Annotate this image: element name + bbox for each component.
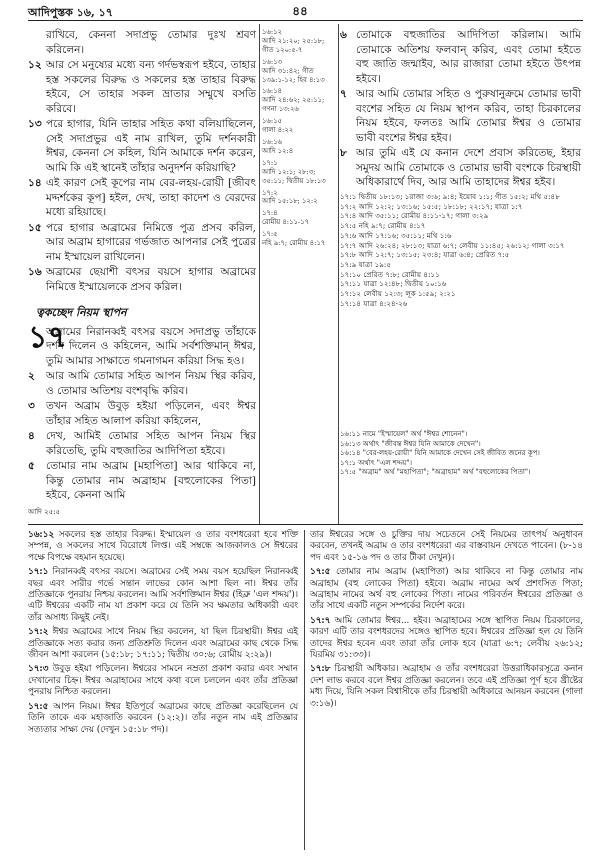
cross-reference-line: ১৭:৫ নহি ৯:৭; রোমীয় ৪:১৭ xyxy=(340,221,426,231)
footnote-line: ১৬:১৪ "বের-লহয়-রোয়ী" যিনি আমাকে দেখেন সেই জীবিত জনের কূপ। xyxy=(340,449,540,457)
left-scripture-column xyxy=(28,28,258,519)
commentary-text: তার ঈশ্বরের সঙ্গে ও চুক্তির দায় সচেতনে সেই নিয়মের তাৎপর্য অনুধাবন করবেন, তখনই অব্রাম ও তার বংশধরেরা এর বাস্তবায়ন দেখতে পাবেন। (৮-১৪ পদ এবং ১৫-১৬ পদ ও তার টীকা দেখুন)। xyxy=(310,530,583,563)
cross-references xyxy=(340,192,583,308)
commentary-ref: ১৭:৫ xyxy=(28,701,49,712)
footnote-line: ১৭:৫ "অব্রাম" অর্থ "মহাপিতা"; "অব্রাহাম" অর্থ "বহুলোকের পিতা"। xyxy=(340,468,531,476)
header-rule xyxy=(28,20,583,21)
verse-number: ৭ xyxy=(340,88,347,100)
verse-row xyxy=(28,429,258,458)
reference-group: ১৭:২ আদি ১৫:১৮; ১২:২ xyxy=(262,188,318,206)
column-divider-left xyxy=(259,24,260,524)
commentary-right xyxy=(310,530,583,713)
book-reference: আদিপুস্তক ১৬, ১৭ xyxy=(28,6,113,19)
column-divider-right xyxy=(338,24,339,524)
commentary-divider xyxy=(304,530,305,850)
commentary-text: সকলের হস্ত তাহার বিরুদ্ধ। ইস্মায়েল ও তার বংশধরেরা হবে শক্তি সম্পন্ন, ও সকলের সাথে বিরোধে লিপ্ত। এই সম্বন্ধে আজকালও সে ঈশ্বরের পক্ষে বিপক্ষে বহমান হয়েছে। xyxy=(28,530,298,563)
section-heading: ত্বকচ্ছেদ নিয়ম স্থাপন xyxy=(36,306,127,319)
commentary-paragraph xyxy=(28,567,298,624)
side-note: আদি ২৫:৫ xyxy=(28,507,61,516)
verse-text: আর আমি তোমার সহিত ও পুরুষানুক্রমে তোমার ভাবী বংশের সহিত যে নিয়ম স্থাপন করিব, তাহা চিরকালের নিয়ম হইবে, ফলতঃ আমি তোমার ঈশ্বর ও তোমার ভাবী বংশের ঈশ্বর হইব। xyxy=(356,88,581,144)
commentary-paragraph xyxy=(28,702,298,736)
reference-group: ১৬:১৫ গালা ৪:২২ xyxy=(262,117,294,135)
verse-row xyxy=(28,176,258,220)
verse-row xyxy=(28,265,258,294)
commentary-ref: ১৬:১২ xyxy=(28,530,55,540)
verse-text: অব্রামের ছেয়াশী বৎসর বয়সে হাগার অব্রামের নিমিত্তে ইস্মায়েলকে প্রসব করিল। xyxy=(46,266,256,293)
verse-text: পরে হাগার অব্রামের নিমিত্তে পুত্র প্রসব করিল, আর অব্রাম হাগারের গর্ভজাত আপনার সেই পুত্রের নাম ইস্মায়েল রাখিলেন। xyxy=(46,221,256,263)
verse-text: আর আমি তোমার সহিত আপন নিয়ম স্থির করিব, ও তোমার অতিশয় বংশবৃদ্ধি করিব। xyxy=(46,370,256,397)
commentary-paragraph xyxy=(310,616,583,662)
verse-number: ৩ xyxy=(28,400,35,412)
verse-text: আর সে মনুষ্যের মধ্যে বন্য গর্দভস্বরূপ হইবে, তাহার হস্ত সকলের বিরুদ্ধ ও সকলের হস্ত তাহার বিরুদ্ধ হইবে, সে তাহার সকল ভ্রাতার সম্মুখে বসতি করিবে। xyxy=(46,59,256,115)
footnote-line: ১৭:১ অর্থাৎ "এল শদ্দয়"। xyxy=(340,458,412,467)
verse-text: পরে হাগার, যিনি তাহার সহিত কথা বলিয়াছিলেন, সেই সদাপ্রভুর এই নাম রাখিল, তুমি দর্শনকারী ঈশ্বর, কেননা সে কহিল, যিনি আমাকে দর্শন করেন, আমি কি এই স্থানেই তাঁহার অনুদর্শন করিয়াছি? xyxy=(46,118,256,174)
cross-reference-line: ১৭:৯ যাত্রা ১৯:৫ xyxy=(340,259,391,269)
verse-row xyxy=(28,28,258,57)
verse-row xyxy=(340,87,583,145)
footnotes xyxy=(340,430,583,478)
cross-reference-line: ১৭:৮ আদি ১২:৭; ১৩:১৫; ২৩:৪; যাত্রা ৬:৪; প্রেরিত ৭:৫ xyxy=(340,250,510,260)
verse-row xyxy=(28,58,258,116)
commentary-text: চিরস্থায়ী অধিকার। অব্রাহাম ও তাঁর বংশধরেরা উত্তরাধিকারসূত্রে কনান দেশ লাভ করবে বলে ঈশ্বর প্রতিজ্ঞা করলেন। তবে এই প্রতিজ্ঞা পূর্ণ হবে খ্রীষ্টের মধ্য দিয়ে, যিনি সকল বিশ্বাসীকে তাঁর চিরস্থায়ী অধিকারে আনয়ন করবেন (গালা ৩:১৬)। xyxy=(310,664,583,709)
verse-row xyxy=(28,117,258,175)
commentary-paragraph xyxy=(28,530,298,564)
commentary-text: তোমার নাম অব্রাম (মহাপিতা) আর থাকিবে না কিন্তু তোমার নাম অব্রাহাম (বহু লোকের পিতা) হইবে। অব্রাম নামের অর্থ প্রশংসিত পিতা; অব্রাহাম নামের অর্থ বহু লোকের পিতা। নামের পরিবর্তন ঈশ্বরের প্রতিজ্ঞা ও তাঁর সাথে একটি নতুন সম্পর্কের নির্দেশ করে। xyxy=(310,567,583,612)
verse-row xyxy=(28,399,258,428)
verse-row xyxy=(28,221,258,265)
cross-reference-line: ১৭:১ দ্বিতীয় ১৮:১৩; ১রাজা ৩:৬; ৯:৪; ইয়োব ১:১; গীত ১৫:২; মথি ৫:৪৮ xyxy=(340,192,560,201)
reference-column xyxy=(262,28,336,251)
cross-reference-line: ১৭:৪ আদি ৩৫:১১; রোমীয় ৪:১১-১৭; গালা ৩:২৯ xyxy=(340,211,489,221)
commentary-ref: ১৭:৭ xyxy=(310,615,331,626)
verse-row xyxy=(28,319,258,369)
commentary-ref: ১৭:২ xyxy=(28,627,49,638)
commentary-text: নিরানব্বই বৎসর বয়সে। অব্রামের সেই সময় বয়স হয়েছিল নিরানব্বই বছর এবং সারীর গর্ভে সন্তান লাভের কোন আশা ছিল না। ঈশ্বর তাঁর প্রতিজ্ঞাকে পুনরায় নিশ্চয় করলেন। আমি সর্বশক্তিমান ঈশ্বর (হিব্রু 'এল শদ্দয়')। এটি ঈশ্বরের একটি নাম যা প্রকাশ করে যে তিনি সব ক্ষমতার অধিকারী এবং তাঁর অসাধ্য কিছুই নেই। xyxy=(28,567,299,623)
verse-number: ৪ xyxy=(28,430,35,442)
verse-number: ১৪ xyxy=(28,177,42,189)
verse-number: ২ xyxy=(28,370,35,382)
reference-group: ১৭:৪ রোমীয় ৪:১১-১৭ xyxy=(262,209,309,227)
verse-row xyxy=(340,146,583,190)
verse-number: ৫ xyxy=(28,460,35,472)
verse-text: দেখ, আমিই তোমার সহিত আপন নিয়ম স্থির করিতেছি, তুমি বহুজাতির আদিপিতা হইবে। xyxy=(46,430,256,457)
cross-reference-line: ১৭:৬ আদি ১৭:১৬; ৩৫:১১; মথি ১:৬ xyxy=(340,230,452,240)
verse-row xyxy=(340,28,583,86)
commentary-text: আমি তোমার ঈশ্বর... হইব। অব্রাহামের সঙ্গে স্থাপিত নিয়ম চিরকালের, কারণ এটি তার বংশধরদের সঙ্গেও স্থাপিত হবে। ঈশ্বরের প্রতিজ্ঞা হল যে তিনি তাদের ঈশ্বর হবেন এবং তারা তাঁর লোক হবে (যাত্রা ৬:৭; লেবীয় ২৬:১২; যিরমিয় ৩১:৩৩)। xyxy=(310,615,583,661)
verse-text: তোমাকে বহুজাতির আদিপিতা করিলাম। আমি তোমাকে অতিশয় ফলবান্‌ করিব, এবং তোমা হইতে বহু জাতি জন্মাইব, আর রাজারা তোমা হইতে উৎপন্ন হইবে। xyxy=(356,29,581,85)
verse-text: তোমার নাম অব্রাম [মহাপিতা] আর থাকিবে না, কিন্তু তোমার নাম অব্রাহাম [বহুলোকের পিতা] হইবে, কেননা আমি xyxy=(46,460,256,501)
cross-reference-line: ১৭:১১ যাত্রা ১২:৪৮; দ্বিতীয় ১০:১৬ xyxy=(340,279,447,289)
reference-group: ১৬:১৩ আদি ৩১:৪২; গীত ১৩৯:১-১২; হিব ৪:১৩ xyxy=(262,57,325,84)
verse-number: ১২ xyxy=(28,59,42,71)
commentary-ref: ১৭:৮ xyxy=(310,664,331,675)
commentary-text: ঈশ্বর অব্রামের সাথে নিয়ম স্থির করলেন, যা ছিল চিরস্থায়ী। ঈশ্বর এই প্রতিজ্ঞাকে সত্য করার জন্য প্রতিশ্রুতি দিলেন এবং অব্রামের কাছ থেকে সিদ্ধ জীবন আশা করলেন (১৫:১৮; ১৭:১১; দ্বিতীয় ৩০:৬; রোমীয় ২:২৯)। xyxy=(28,627,299,661)
commentary-paragraph xyxy=(28,627,298,661)
cross-reference-line: ১৭:১২ লেবীয় ১২:৩; লূক ১:৫৯; ২:২১ xyxy=(340,289,456,299)
verse-text: অব্রামের নিরানব্বই বৎসর বয়সে সদাপ্রভু তাঁহাকে দর্শন দিলেন ও কহিলেন, আমি সর্বশক্তিমান্‌ ঈশ্বর, তুমি আমার সাক্ষাতে গমনাগমন করিয়া সিদ্ধ হও। xyxy=(46,325,256,367)
reference-group: ১৬:১৬ আদি ১২:৪ xyxy=(262,137,294,155)
verse-number: ৬ xyxy=(340,29,347,41)
commentary-paragraph xyxy=(310,664,583,710)
footnote-line: ১৬:১১ নামে "ইস্মায়েল" অর্থ "ঈশ্বর শোনেন"। xyxy=(340,430,468,438)
reference-group: ১৬:১৪ আদি ২৪:৬২; ২৫:১১; গণনা ১৩:২৬ xyxy=(262,87,325,114)
verse-number: ১৫ xyxy=(28,221,42,234)
cross-reference-line: ১৭:২ আদি ১২:২; ১৩:১৬; ১৫:৫; ১৮:১৮; ২২:১৭; যাত্রা ১:৭ xyxy=(340,201,523,211)
verse-number: ৮ xyxy=(340,147,347,159)
page-number: ৪৪ xyxy=(292,4,308,18)
reference-group: ১৭:১ আদি ১২:১; ২৮:৩; ৩৫:১১; দ্বিতীয় ১৮:১৩ xyxy=(262,158,326,185)
footnote-line: ১৬:১৩ অর্থাৎ "জীবন্ত ঈশ্বর যিনি আমাকে দেখেন"। xyxy=(340,439,481,448)
commentary-paragraph xyxy=(28,664,298,698)
commentary-left xyxy=(28,530,298,739)
reference-group: ১৬:১২ আদি ২১:২০; ২৫:১৮; গীত ১২০:৫-৭ xyxy=(262,28,325,54)
commentary-text: আপন নিয়ম। ঈশ্বর ইতিপূর্বে অব্রামের কাছে প্রতিজ্ঞা করেছিলেন যে তিনি তাকে এক মহাজাতি করবেন (১২:২)। তাঁর নতুন নাম এই প্রতিজ্ঞার সত্যতার সাক্ষ্য দেয় (দেখুন ১৫:১৮ পদ)। xyxy=(28,701,299,735)
commentary-paragraph xyxy=(310,530,583,564)
verse-text: এই কারণ সেই কূপের নাম বের-লহয়-রোয়ী [জীবৎ মদ্দর্শকের কূপ] হইল, দেখ, তাহা কাদেশ ও বেরদের মধ্যে রহিয়াছে। xyxy=(46,177,256,218)
commentary-paragraph xyxy=(310,567,583,613)
commentary-rule xyxy=(28,524,583,525)
commentary-ref: ১৭:১ xyxy=(28,567,49,578)
reference-group: ১৭:৫ নহি ৯:৭; রোমীয় ৪:১৭ xyxy=(262,230,326,248)
verse-row xyxy=(28,459,258,503)
cross-reference-line: ১৭:৭ আদি ২৬:২৪; ২৮:১৩; যাত্রা ৬:৭; লেবীয় ১১:৪৫; ২৬:১২; গালা ৩:১৭ xyxy=(340,240,565,250)
commentary-ref: ১৭:৫ xyxy=(310,567,331,578)
verse-text: তখন অব্রাম উবুড় হইয়া পড়িলেন, এবং ঈশ্বর তাঁহার সহিত আলাপ করিয়া কহিলেন, xyxy=(46,400,256,427)
cross-reference-line: ১৭:১০ প্রেরিত ৭:৮; রোমীয় ৪:১১ xyxy=(340,269,440,279)
verse-row xyxy=(28,369,258,398)
right-scripture-column xyxy=(340,28,583,191)
commentary-ref: ১৭:৩ xyxy=(28,664,49,675)
verse-text: রাখিবে, কেননা সদাপ্রভু তোমার দুঃখ শ্রবণ করিলেন। xyxy=(46,29,256,56)
commentary-text: উবুড় হইয়া পড়িলেন। ঈশ্বরের সামনে নম্রতা প্রকাশ করার এবং সম্মান দেখানোর চিহ্ন। ঈশ্বর অব্রাহামের সাথে কথা বলে চললেন এবং তাঁর প্রতিজ্ঞা পুনরায় নিশ্চিত করলেন। xyxy=(28,664,299,698)
chapter-number: ১৭ xyxy=(28,319,67,355)
verse-number: ১৬ xyxy=(28,266,42,278)
verse-number: ১৩ xyxy=(28,118,42,130)
verse-text: আর তুমি এই যে কনান দেশে প্রবাস করিতেছ, ইহার সমুদয় আমি তোমাকে ও তোমার ভাবী বংশকে চিরস্থায়ী অধিকারার্থে দিব, আর আমি তাহাদের ঈশ্বর হইব। xyxy=(356,147,581,188)
cross-reference-line: ১৭:১৪ যাত্রা ৪:২৪-২৬ xyxy=(340,298,408,308)
